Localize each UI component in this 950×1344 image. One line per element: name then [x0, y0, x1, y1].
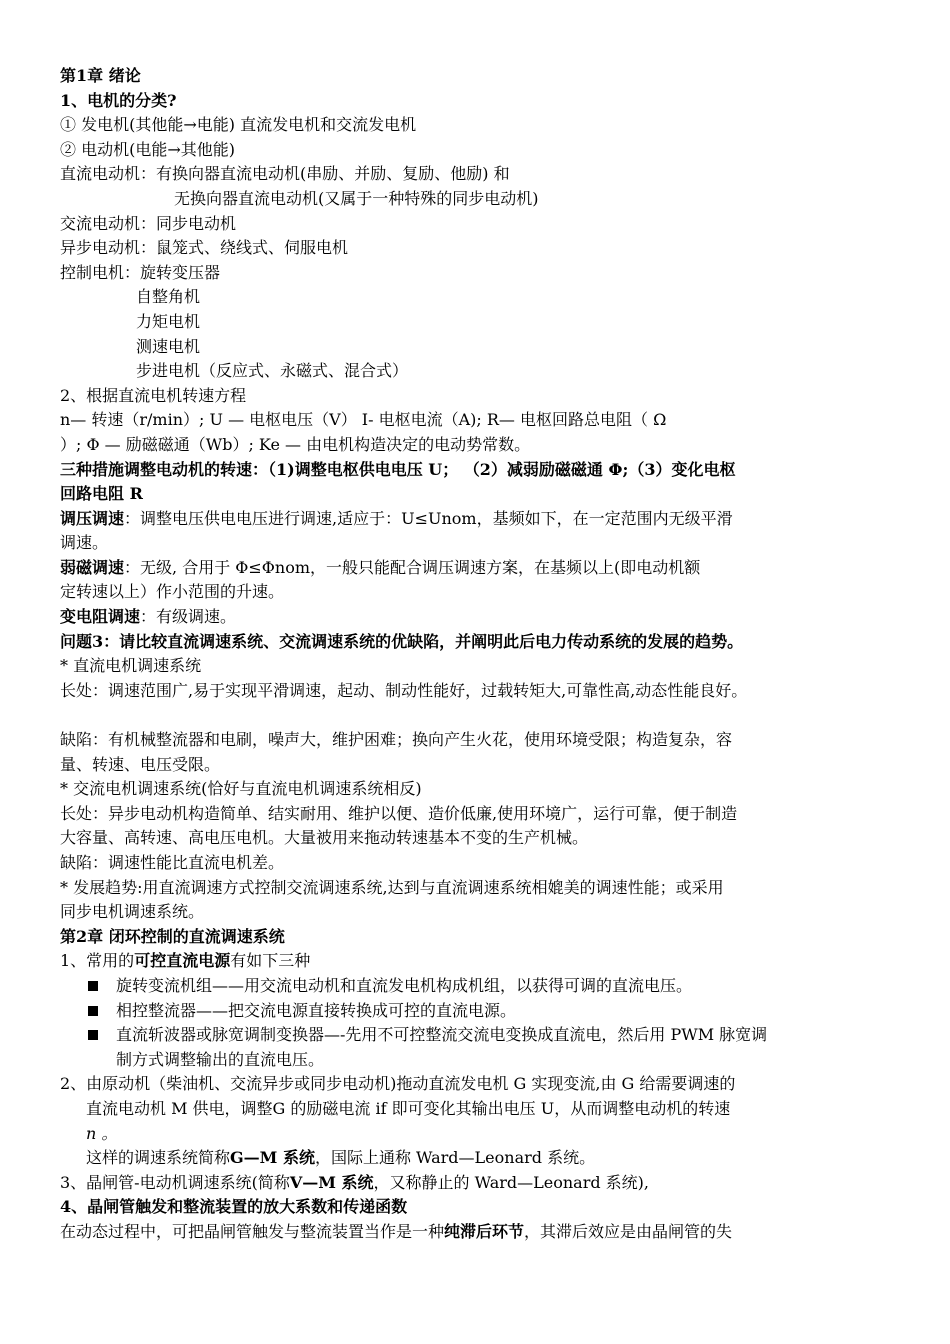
text-line: 弱磁调速：无级, 合用于 Φ≤Φnom，一般只能配合调压调速方案，在基频以上(即电动机额 — [60, 557, 701, 577]
term: G—M 系统 — [230, 1148, 315, 1168]
chapter-2-title: 第2章 闭环控制的直流调速系统 — [60, 926, 285, 946]
list-item: 旋转变流机组——用交流电动机和直流发电机构成机组，以获得可调的直流电压。 — [60, 974, 890, 999]
text-line: 自整角机 — [136, 287, 201, 307]
list-item: 直流斩波器或脉宽调制变换器—-先用不可控整流交流电变换成直流电，然后用 PWM 脉宽调 — [60, 1023, 890, 1048]
text-line: n 。 — [86, 1123, 118, 1143]
text-line: 长处：调速范围广,易于实现平滑调速，起动、制动性能好，过载转矩大,可靠性高,动态性能良好。 — [60, 680, 748, 700]
term: 弱磁调速 — [60, 557, 125, 577]
text-line: 1、常用的可控直流电源有如下三种 — [60, 951, 311, 971]
text-line: 2、由原动机（柴油机、交流异步或同步电动机)拖动直流发电机 G 实现变流,由 G 给需要调速的 — [60, 1074, 736, 1094]
text-line: 大容量、高转速、高电压电机。大量被用来拖动转速基本不变的生产机械。 — [60, 828, 589, 848]
text-line: 控制电机：旋转变压器 — [60, 262, 221, 282]
term: 调压调速 — [60, 508, 125, 528]
text-line: * 交流电机调速系统(恰好与直流电机调速系统相反) — [60, 779, 422, 799]
text-line: 三种措施调整电动机的转速：（1)调整电枢供电电压 U； （2）减弱励磁磁通 Φ;（3）变化电枢 — [60, 459, 736, 479]
text-line: 调压调速：调整电压供电电压进行调速,适应于：U≤Unom，基频如下，在一定范围内无级平滑 — [60, 508, 733, 528]
term: 可控直流电源 — [134, 951, 231, 971]
term: 纯滞后环节 — [444, 1221, 525, 1241]
bullet-square-icon — [88, 981, 98, 991]
bullet-square-icon — [88, 1006, 98, 1016]
text-line: 直流电动机 M 供电，调整G 的励磁电流 if 即可变化其输出电压 U，从而调整电动机的转速 — [86, 1098, 731, 1118]
text-line: 3、晶闸管-电动机调速系统(简称V—M 系统，又称静止的 Ward—Leonard 系统), — [60, 1172, 649, 1192]
section-heading: 2、根据直流电机转速方程 — [60, 385, 247, 405]
section-heading: 4、晶闸管触发和整流装置的放大系数和传递函数 — [60, 1197, 408, 1217]
text-line: 异步电动机：鼠笼式、绕线式、伺服电机 — [60, 238, 349, 258]
text-line: ② 电动机(电能→其他能) — [60, 139, 235, 159]
chapter-1-title: 第1章 绪论 — [60, 66, 141, 85]
section-heading: 1、电机的分类? — [60, 90, 177, 110]
bullet-square-icon — [88, 1030, 98, 1040]
text-line: 直流电动机：有换向器直流电动机(串励、并励、复励、他励) 和 — [60, 164, 510, 184]
question-heading: 问题3：请比较直流调速系统、交流调速系统的优缺陷，并阐明此后电力传动系统的发展的趋势。 — [60, 631, 744, 651]
text-line: n— 转速（r/min）; U — 电枢电压（V） I- 电枢电流（A); R— 电枢回路总电阻（ Ω — [60, 410, 667, 430]
text-line: 交流电动机：同步电动机 — [60, 213, 237, 233]
text-line: 步进电机（反应式、永磁式、混合式） — [136, 361, 409, 381]
text-line: ）; Φ — 励磁磁通（Wb）; Ke — 由电机构造决定的电动势常数。 — [60, 434, 531, 454]
text-line: 量、转速、电压受限。 — [60, 754, 221, 774]
text-line: 无换向器直流电动机(又属于一种特殊的同步电动机) — [174, 188, 539, 208]
document-page — [60, 64, 890, 1245]
text-line: ① 发电机(其他能→电能) 直流发电机和交流发电机 — [60, 115, 417, 135]
term: V—M 系统 — [289, 1172, 374, 1192]
text-line: 缺陷：调速性能比直流电机差。 — [60, 853, 285, 872]
text-line: 变电阻调速：有级调速。 — [60, 607, 237, 627]
text-line: 制方式调整输出的直流电压。 — [116, 1049, 325, 1069]
text-line: 测速电机 — [136, 336, 201, 356]
text-line: 这样的调速系统简称G—M 系统，国际上通称 Ward—Leonard 系统。 — [86, 1148, 596, 1168]
text-line: 力矩电机 — [136, 311, 201, 331]
text-line: 缺陷：有机械整流器和电刷，噪声大，维护困难；换向产生火花，使用环境受限；构造复杂，容 — [60, 730, 733, 750]
text-line: * 直流电机调速系统 — [60, 656, 202, 676]
text-line: * 发展趋势:用直流调速方式控制交流调速系统,达到与直流调速系统相媲美的调速性能；或采用 — [60, 877, 724, 897]
text-line: 在动态过程中，可把晶闸管触发与整流装置当作是一种纯滞后环节，其滞后效应是由晶闸管的失 — [60, 1221, 733, 1241]
text-line: 同步电机调速系统。 — [60, 902, 205, 922]
text-line: 调速。 — [60, 533, 109, 553]
text-line: 回路电阻 R — [60, 484, 143, 504]
blank-line — [60, 703, 890, 728]
text-line: 长处：异步电动机构造简单、结实耐用、维护以便、造价低廉,使用环境广，运行可靠，便于制造 — [60, 803, 738, 823]
list-item: 相控整流器——把交流电源直接转换成可控的直流电源。 — [60, 999, 890, 1024]
text-line: 定转速以上）作小范围的升速。 — [60, 582, 285, 602]
term: 变电阻调速 — [60, 607, 141, 627]
